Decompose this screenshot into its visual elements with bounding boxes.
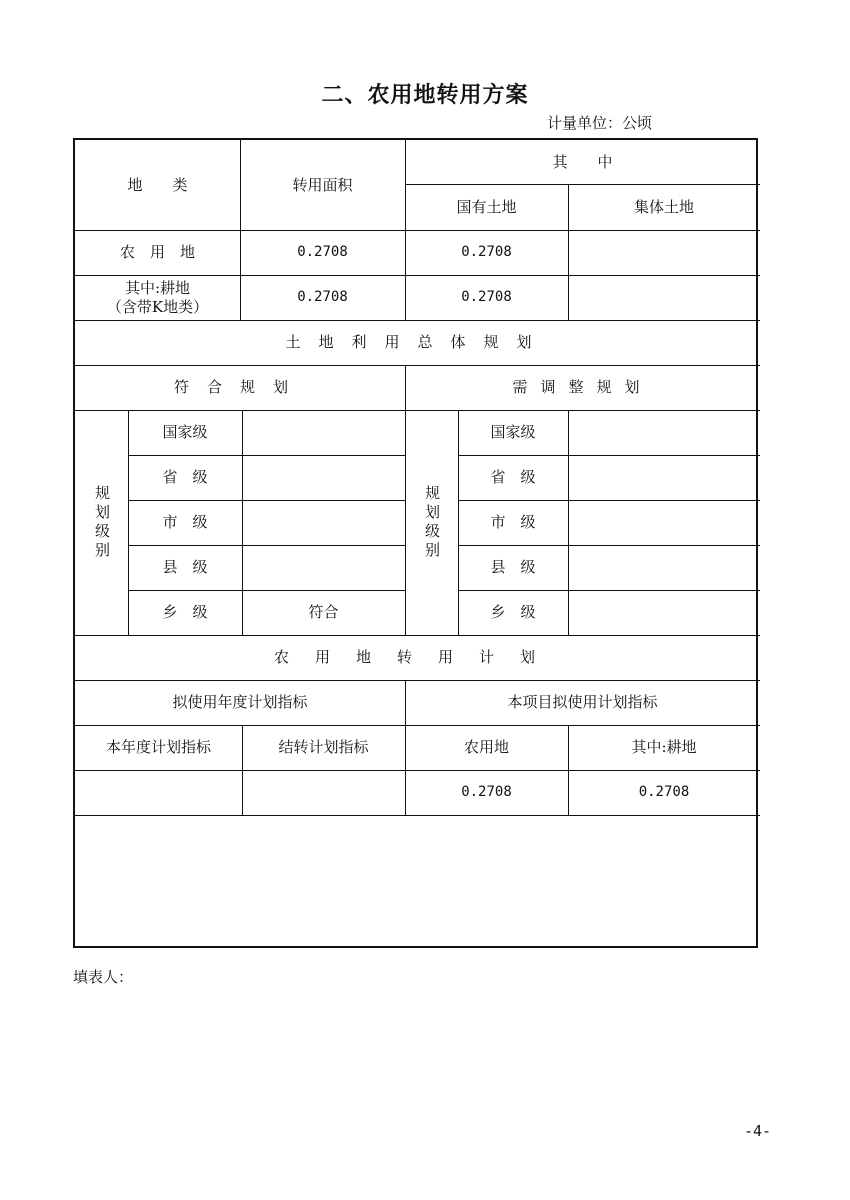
val-this-year	[75, 770, 242, 815]
conversion-plan-heading: 农用地转用计划	[273, 648, 561, 666]
adjust-level-city: 市 级	[490, 513, 536, 531]
header-collective-land: 集体土地	[633, 197, 694, 216]
val-carryover	[242, 770, 405, 815]
conform-value-township: 符合	[308, 603, 339, 621]
row-farmland-label: 农 用 地	[119, 243, 195, 261]
adjust-level-township: 乡 级	[490, 603, 536, 621]
adjust-level-county: 县 级	[490, 558, 536, 576]
conform-level-township: 乡 级	[162, 603, 208, 621]
conform-value-county	[242, 545, 405, 590]
col-this-year: 本年度计划指标	[105, 738, 211, 756]
adjust-value-province	[568, 455, 760, 500]
header-of-which: 其 中	[552, 152, 613, 171]
conform-level-national: 国家级	[162, 423, 208, 441]
conform-level-city: 市 级	[162, 513, 208, 531]
col-carryover: 结转计划指标	[278, 738, 369, 756]
conform-value-national	[242, 410, 405, 455]
row-cultivated-state: 0.2708	[461, 289, 512, 305]
conform-level-county: 县 级	[162, 558, 208, 576]
conform-value-city	[242, 500, 405, 545]
unit-label: 计量单位：公顷	[547, 114, 653, 132]
adjust-plan-heading: 需调整规划	[512, 378, 653, 396]
row-farmland-collective	[568, 230, 760, 275]
annual-plan-heading: 拟使用年度计划指标	[172, 693, 308, 711]
row-farmland-area: 0.2708	[297, 244, 348, 260]
adjust-value-city	[568, 500, 760, 545]
adjust-level-label	[405, 410, 458, 635]
conform-level-label	[75, 410, 128, 635]
remarks-area	[75, 815, 760, 948]
col-farmland: 农用地	[463, 738, 509, 756]
conversion-table	[73, 138, 758, 948]
conform-level-label-text: 规划级别	[93, 484, 111, 561]
adjust-value-county	[568, 545, 760, 590]
adjust-level-label-text: 规划级别	[423, 484, 441, 561]
adjust-value-national	[568, 410, 760, 455]
header-land-type: 地 类	[127, 175, 188, 194]
conform-plan-heading: 符合规划	[173, 378, 306, 396]
header-state-land: 国有土地	[456, 197, 517, 216]
page-number: -4-	[744, 1122, 772, 1140]
row-cultivated-collective	[568, 275, 760, 320]
adjust-level-national: 国家级	[490, 423, 536, 441]
row-cultivated-label-line2: （含带K地类）	[106, 297, 209, 316]
col-cultivated: 其中:耕地	[631, 738, 697, 756]
val-farmland: 0.2708	[461, 784, 512, 800]
conform-value-province	[242, 455, 405, 500]
overall-plan-heading: 土地利用总体规划	[285, 333, 550, 351]
header-converted-area: 转用面积	[292, 175, 353, 194]
project-plan-heading: 本项目拟使用计划指标	[507, 693, 658, 711]
adjust-level-province: 省 级	[490, 468, 536, 486]
row-farmland-state: 0.2708	[461, 244, 512, 260]
row-cultivated-label	[75, 275, 240, 320]
page-title: 二、农用地转用方案	[321, 83, 529, 108]
val-cultivated: 0.2708	[638, 784, 690, 800]
conform-level-province: 省 级	[162, 468, 208, 486]
row-cultivated-area: 0.2708	[297, 289, 348, 305]
adjust-value-township	[568, 590, 760, 635]
filler-label: 填表人：	[73, 968, 134, 986]
row-cultivated-label-line1: 其中:耕地	[124, 278, 191, 297]
